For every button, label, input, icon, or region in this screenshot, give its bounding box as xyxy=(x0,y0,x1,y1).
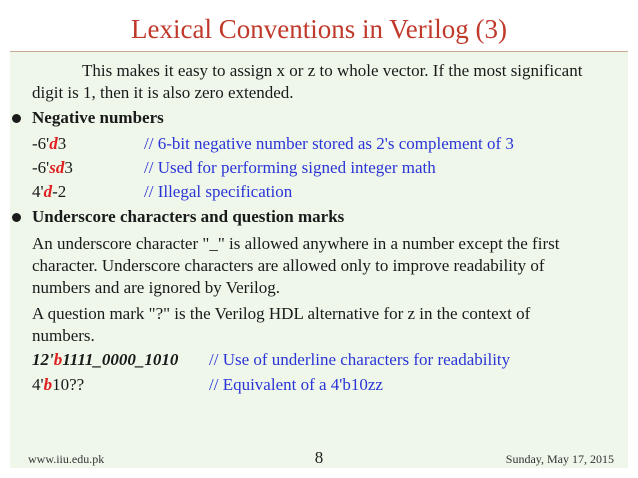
bullet-icon xyxy=(12,213,21,222)
paragraph-line: A question mark "?" is the Verilog HDL alternative for z in the context of xyxy=(32,304,531,323)
bullet-underscore xyxy=(10,206,610,228)
code-row xyxy=(32,181,66,203)
code-base: d xyxy=(43,182,53,201)
code-base: d xyxy=(49,134,58,153)
code-comment: // Illegal specification xyxy=(144,182,293,201)
code-size: -6' xyxy=(32,158,50,177)
code-size: 4' xyxy=(32,182,44,201)
bullet-heading: Negative numbers xyxy=(32,108,164,127)
paragraph-line: numbers. xyxy=(32,326,95,345)
code-row xyxy=(32,133,66,155)
code-base: b xyxy=(53,350,63,369)
code-base: sd xyxy=(49,158,65,177)
paragraph-line: numbers and are ignored by Verilog. xyxy=(32,278,281,297)
code-comment: // 6-bit negative number stored as 2's complement of 3 xyxy=(144,134,514,153)
page-number: 8 xyxy=(314,448,324,467)
code-value: 3 xyxy=(57,134,67,153)
code-value: 3 xyxy=(64,158,73,177)
slide-title: Lexical Conventions in Verilog (3) xyxy=(131,14,507,44)
code-row xyxy=(32,374,84,396)
paragraph-line: character. Underscore characters are allowed only to improve readability of xyxy=(32,256,545,275)
footer-url: www.iiu.edu.pk xyxy=(28,452,105,466)
bullet-icon xyxy=(12,114,21,123)
intro-line-2: digit is 1, then it is also zero extended. xyxy=(32,83,294,102)
code-base: b xyxy=(43,375,53,394)
footer-date: Sunday, May 17, 2015 xyxy=(505,452,614,466)
code-value: 10?? xyxy=(52,375,85,394)
code-size: -6' xyxy=(32,134,50,153)
title-divider xyxy=(10,51,628,52)
paragraph-line: An underscore character "_" is allowed anywhere in a number except the first xyxy=(32,234,560,253)
bullet-heading: Underscore characters and question marks xyxy=(32,207,345,226)
code-comment: // Equivalent of a 4'b10zz xyxy=(209,375,383,394)
code-value: -2 xyxy=(52,182,67,201)
code-comment: // Use of underline characters for readability xyxy=(209,350,511,369)
bullet-negative-numbers xyxy=(10,107,610,129)
code-comment: // Used for performing signed integer math xyxy=(144,158,436,177)
code-row xyxy=(32,157,73,179)
code-size: 12' xyxy=(32,350,54,369)
intro-line-1: This makes it easy to assign x or z to whole vector. If the most significant xyxy=(82,61,583,80)
code-value: 1111_0000_1010 xyxy=(62,350,179,369)
code-row xyxy=(32,349,178,371)
code-size: 4' xyxy=(32,375,44,394)
